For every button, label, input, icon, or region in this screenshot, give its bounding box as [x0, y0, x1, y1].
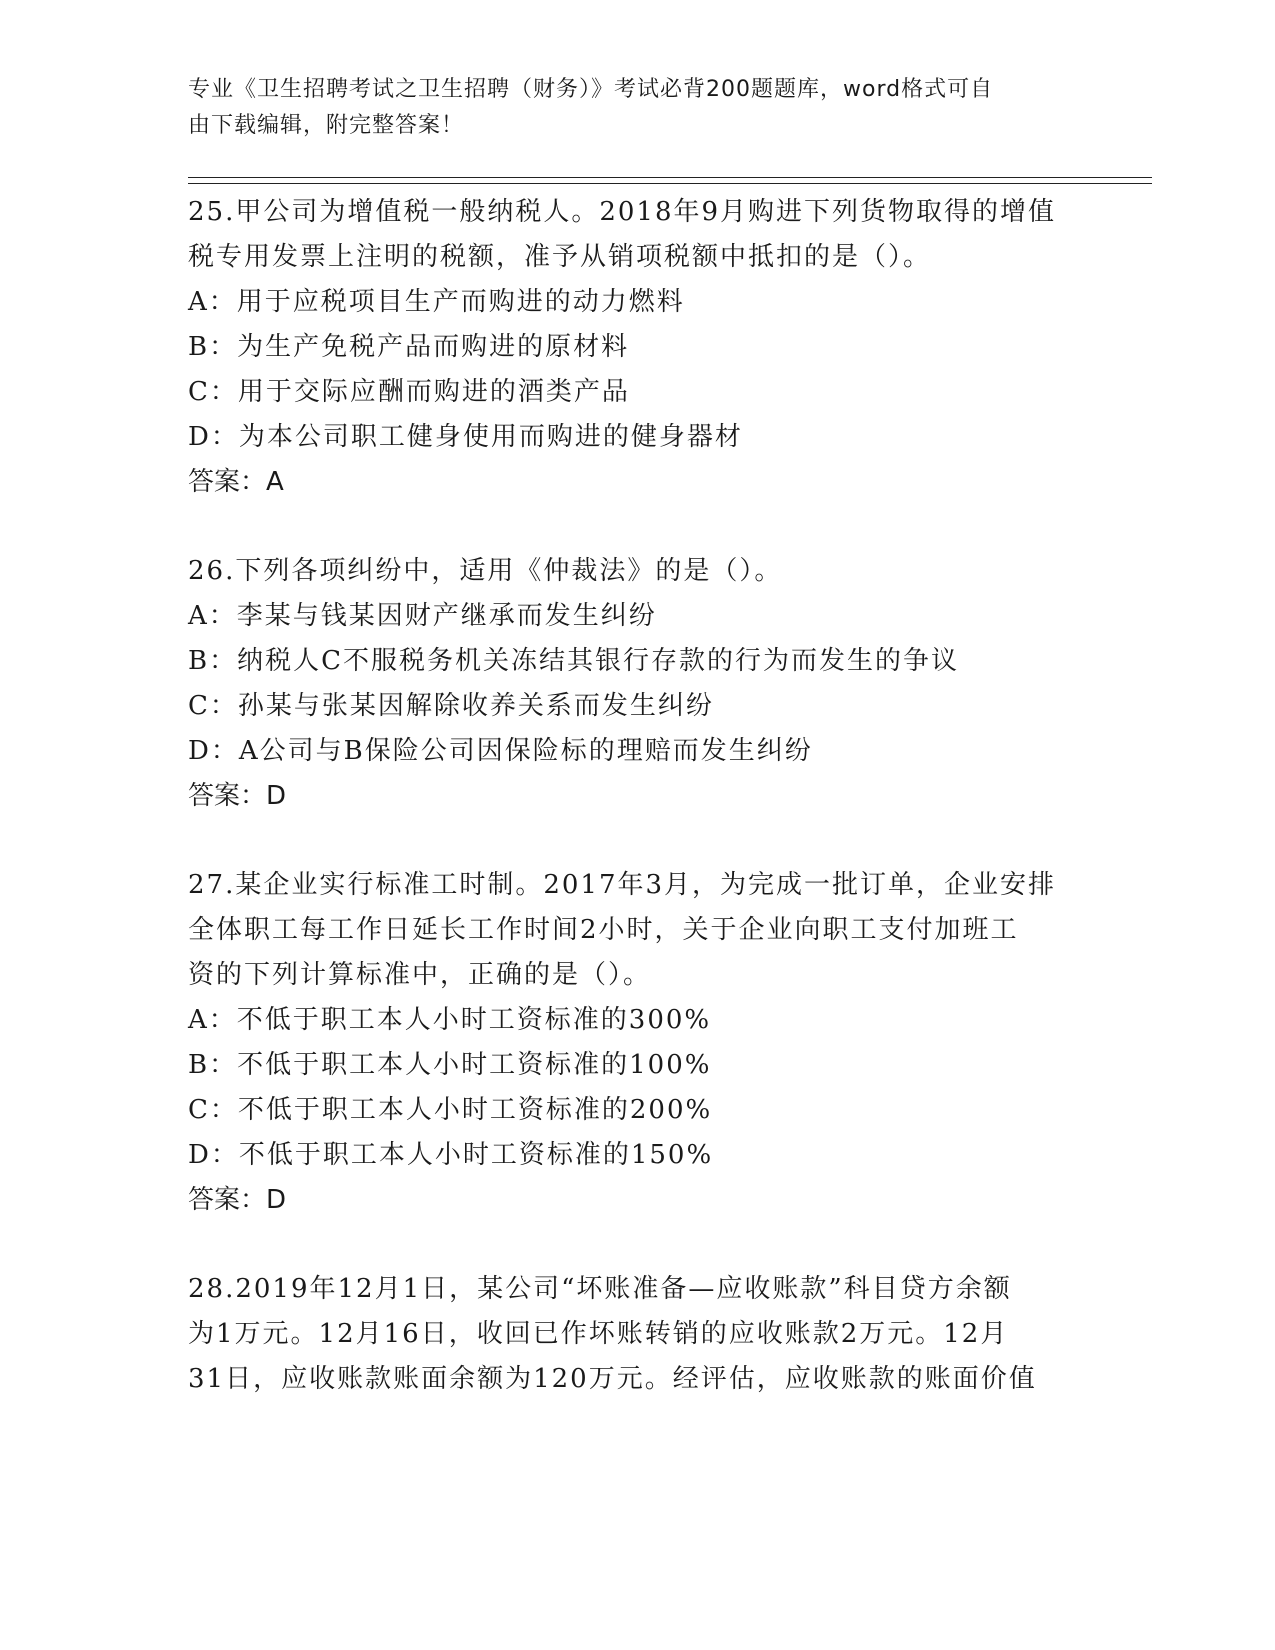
answer: 答案：A	[188, 467, 284, 497]
answer: 答案：D	[188, 1185, 287, 1215]
option-a: A：李某与钱某因财产继承而发生纠纷	[188, 601, 657, 631]
question-text: 25.甲公司为增值税一般纳税人。2018年9月购进下列货物取得的增值	[188, 197, 1057, 227]
question-text: 28.2019年12月1日，某公司“坏账准备—应收账款”科目贷方余额	[188, 1274, 1012, 1304]
question-text: 31日，应收账款账面余额为120万元。经评估，应收账款的账面价值	[188, 1364, 1037, 1394]
header-title-line-1: 专业《卫生招聘考试之卫生招聘（财务）》考试必背200题题库，word格式可自	[188, 77, 994, 102]
question-text: 为1万元。12月16日，收回已作坏账转销的应收账款2万元。12月	[188, 1319, 1009, 1349]
question-25	[188, 190, 1088, 505]
question-26	[188, 549, 1088, 819]
header-divider-top	[188, 177, 1152, 178]
question-text: 26.下列各项纠纷中，适用《仲裁法》的是（）。	[188, 556, 783, 586]
option-d: D：不低于职工本人小时工资标准的150%	[188, 1140, 714, 1170]
question-text: 资的下列计算标准中，正确的是（）。	[188, 960, 652, 990]
question-27	[188, 863, 1088, 1223]
header-divider-bottom	[188, 183, 1152, 184]
header-title-line-2: 由下载编辑，附完整答案！	[188, 113, 465, 138]
question-text: 全体职工每工作日延长工作时间2小时，关于企业向职工支付加班工	[188, 915, 1019, 945]
option-b: B：不低于职工本人小时工资标准的100%	[188, 1050, 712, 1080]
option-c: C：孙某与张某因解除收养关系而发生纠纷	[188, 691, 714, 721]
document-header	[188, 72, 1068, 144]
option-b: B：为生产免税产品而购进的原材料	[188, 332, 630, 362]
option-c: C：不低于职工本人小时工资标准的200%	[188, 1095, 713, 1125]
option-d: D：A公司与B保险公司因保险标的理赔而发生纠纷	[188, 736, 813, 766]
option-c: C：用于交际应酬而购进的酒类产品	[188, 377, 630, 407]
question-list	[188, 190, 1088, 1446]
question-text: 27.某企业实行标准工时制。2017年3月，为完成一批订单，企业安排	[188, 870, 1057, 900]
answer: 答案：D	[188, 781, 287, 811]
question-28	[188, 1267, 1088, 1402]
question-text: 税专用发票上注明的税额，准予从销项税额中抵扣的是（）。	[188, 242, 932, 272]
option-b: B：纳税人C不服税务机关冻结其银行存款的行为而发生的争议	[188, 646, 960, 676]
option-a: A：不低于职工本人小时工资标准的300%	[188, 1005, 712, 1035]
option-a: A：用于应税项目生产而购进的动力燃料	[188, 287, 685, 317]
option-d: D：为本公司职工健身使用而购进的健身器材	[188, 422, 743, 452]
